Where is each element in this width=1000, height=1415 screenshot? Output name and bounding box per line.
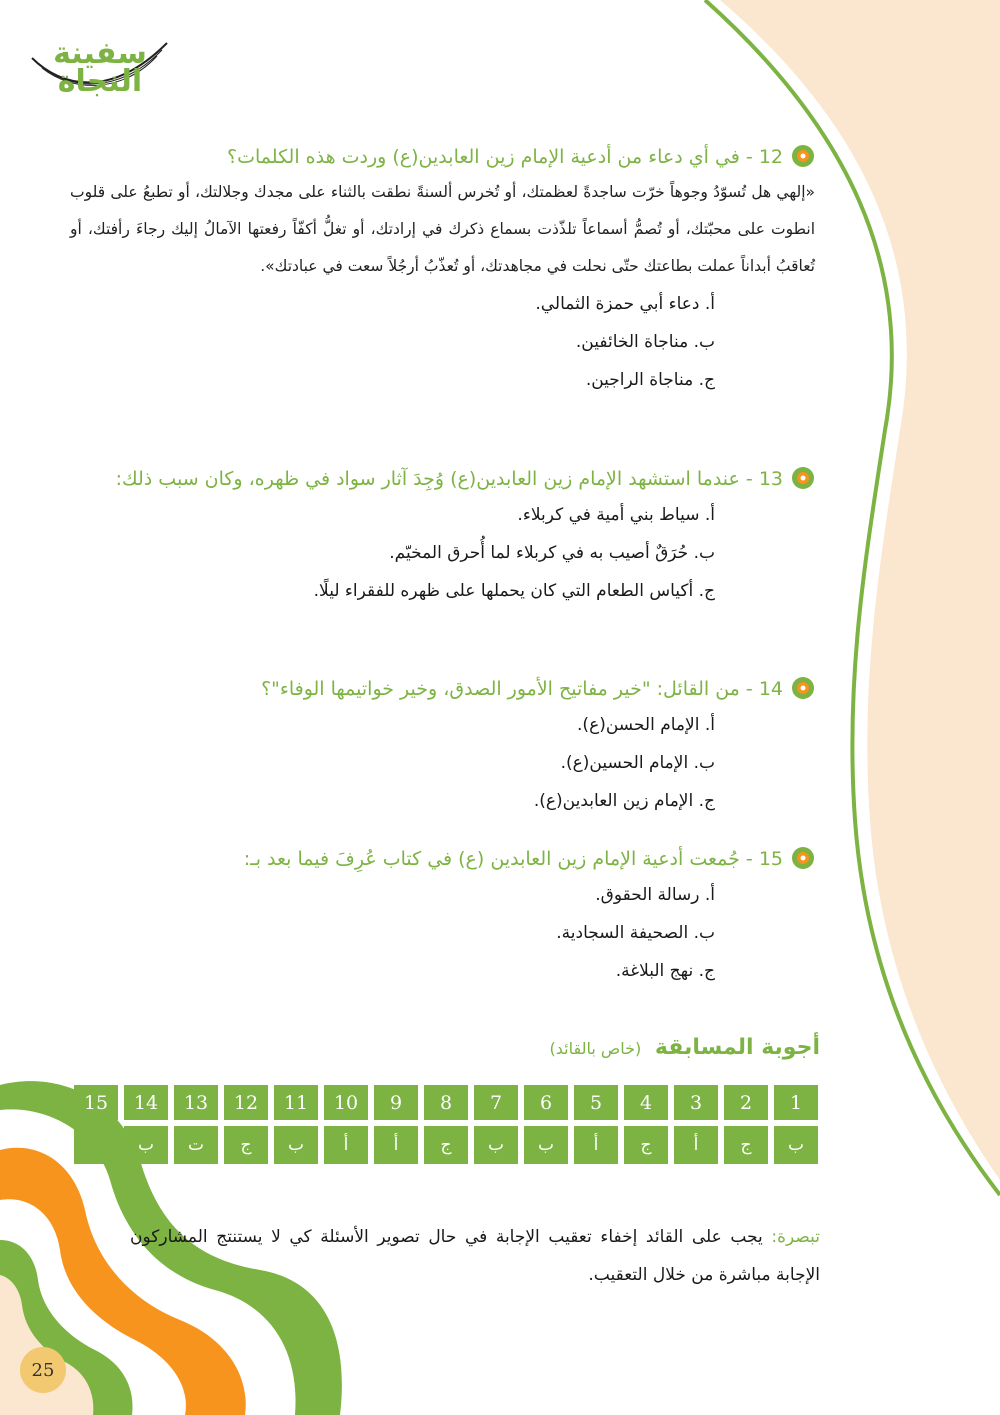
option-a: أ. رسالة الحقوق.: [595, 885, 715, 905]
answer-letter-cell: ب: [474, 1126, 518, 1164]
answer-number-cell: 5: [574, 1085, 618, 1120]
question-13: [70, 462, 815, 610]
answer-number-cell: 10: [324, 1085, 368, 1120]
answer-number-cell: 6: [524, 1085, 568, 1120]
answer-letter-cell: ج: [224, 1126, 268, 1164]
option-a: أ. سياط بني أمية في كربلاء.: [517, 505, 715, 525]
option-b: ب. الإمام الحسين(ع).: [560, 753, 715, 773]
answers-letter-row: [74, 1126, 818, 1164]
option-a: أ. دعاء أبي حمزة الثمالي.: [535, 294, 715, 314]
question-text: 14 - من القائل: "خير مفاتيح الأمور الصدق، وخير خواتيمها الوفاء"؟: [261, 678, 783, 700]
flower-bullet-icon: [791, 846, 815, 870]
answers-heading: [550, 1035, 820, 1060]
answer-letter-cell: ب: [524, 1126, 568, 1164]
options-list: [70, 706, 815, 820]
answer-number-cell: 13: [174, 1085, 218, 1120]
answer-letter-cell: ب: [274, 1126, 318, 1164]
answer-letter-cell: ج: [624, 1126, 668, 1164]
answer-number-cell: 7: [474, 1085, 518, 1120]
option-c: ج. الإمام زين العابدين(ع).: [533, 791, 715, 811]
answer-number-cell: 3: [674, 1085, 718, 1120]
answer-number-cell: 1: [774, 1085, 818, 1120]
answers-title: أجوبة المسابقة: [654, 1035, 820, 1060]
options-list: [70, 496, 815, 610]
answer-number-cell: 4: [624, 1085, 668, 1120]
options-list: [70, 285, 815, 399]
answer-letter-cell: أ: [574, 1126, 618, 1164]
question-text: 12 - في أي دعاء من أدعية الإمام زين العابدين(ع) وردت هذه الكلمات؟: [227, 146, 783, 168]
answer-number-cell: 9: [374, 1085, 418, 1120]
option-a: أ. الإمام الحسن(ع).: [577, 715, 715, 735]
answer-letter-cell: ب: [774, 1126, 818, 1164]
answer-number-cell: 2: [724, 1085, 768, 1120]
answer-number-cell: 15: [74, 1085, 118, 1120]
dua-quote: «إلهي هل تُسوّدُ وجوهاً خرّت ساجدةً لعظمتك، أو تُخرس ألسنةً نطقت بالثناء على مجدك وجلالتك، أو تطبعُ على قلوب انطوت على محبّتك، أو تُصمُّ أسماعاً تلذّذت بسماع ذكرك في إرادتك، أو تغلُّ أكفّاً رفعتها الآمالُ إليك رجاءَ رأفتك، أو تُعاقبُ أبداناً عملت بطاعتك حتّى نحلت في مجاهدتك، أو تُعذّبُ أرجُلاً سعت في عبادتك».: [70, 183, 815, 275]
answer-number-cell: 12: [224, 1085, 268, 1120]
flower-bullet-icon: [791, 144, 815, 168]
answer-letter-cell: ب: [124, 1126, 168, 1164]
answer-letter-cell: أ: [324, 1126, 368, 1164]
answer-letter-cell: ج: [724, 1126, 768, 1164]
flower-bullet-icon: [791, 676, 815, 700]
logo: سفينة النجاة: [53, 36, 147, 99]
option-b: ب. الصحيفة السجادية.: [556, 923, 715, 943]
answer-letter-cell: [74, 1126, 118, 1164]
answer-letter-cell: أ: [674, 1126, 718, 1164]
option-c: ج. نهج البلاغة.: [615, 961, 715, 981]
page-number: 25: [20, 1347, 66, 1393]
answer-number-cell: 8: [424, 1085, 468, 1120]
option-b: ب. حُرَقٌ أصيب به في كربلاء لما أُحرق المخيّم.: [389, 543, 715, 563]
answer-number-cell: 14: [124, 1085, 168, 1120]
question-text: 15 - جُمعت أدعية الإمام زين العابدين (ع) في كتاب عُرِفَ فيما بعد بـ:: [243, 848, 783, 870]
question-12: [70, 140, 815, 399]
answers-number-row: [74, 1085, 818, 1120]
question-text: 13 - عندما استشهد الإمام زين العابدين(ع) وُجِدَ آثار سواد في ظهره، وكان سبب ذلك:: [115, 468, 783, 490]
answers-table: [74, 1085, 818, 1170]
question-14: [70, 672, 815, 820]
flower-bullet-icon: [791, 466, 815, 490]
note: [130, 1218, 820, 1294]
answer-number-cell: 11: [274, 1085, 318, 1120]
answer-letter-cell: ت: [174, 1126, 218, 1164]
answer-letter-cell: ج: [424, 1126, 468, 1164]
note-text: يجب على القائد إخفاء تعقيب الإجابة في حال تصوير الأسئلة كي لا يستنتج المشاركون الإجابة مباشرة من خلال التعقيب.: [130, 1227, 820, 1285]
answers-subtitle: (خاص بالقائد): [549, 1039, 642, 1058]
question-15: [70, 842, 815, 990]
option-c: ج. أكياس الطعام التي كان يحملها على ظهره للفقراء ليلًا.: [313, 581, 715, 601]
option-b: ب. مناجاة الخائفين.: [575, 332, 715, 352]
options-list: [70, 876, 815, 990]
answer-letter-cell: أ: [374, 1126, 418, 1164]
note-label: تبصرة:: [771, 1227, 820, 1247]
option-c: ج. مناجاة الراجين.: [585, 370, 715, 390]
